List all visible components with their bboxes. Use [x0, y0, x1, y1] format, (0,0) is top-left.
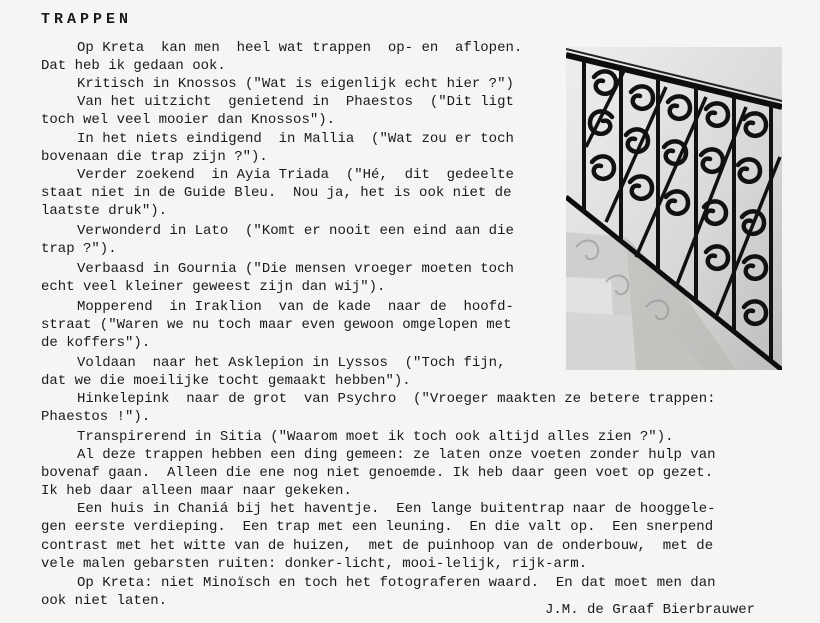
- body-line: In het niets eindigend in Mallia ("Wat zou er toch: [77, 131, 514, 147]
- body-line: contrast met het witte van de huizen, met de puinhoop van de onderbouw, met de: [41, 538, 714, 554]
- body-line: dat we die moeilijke tocht gemaakt hebben").: [41, 373, 411, 389]
- body-line: Op Kreta kan men heel wat trappen op- en aflopen.: [77, 40, 523, 56]
- body-line: laatste druk").: [41, 203, 168, 219]
- stair-railing-image: [566, 47, 782, 370]
- body-line: bovenaan die trap zijn ?").: [41, 149, 268, 165]
- body-line: de koffers").: [41, 335, 151, 351]
- body-line: Voldaan naar het Asklepion in Lyssos ("Toch fijn,: [77, 355, 506, 371]
- stair-railing-photo: [566, 47, 782, 370]
- body-line: Van het uitzicht genietend in Phaestos ("Dit ligt: [77, 94, 514, 110]
- body-line: vele malen gebarsten ruiten: donker-licht, mooi-lelijk, rijk-arm.: [41, 556, 588, 572]
- body-line: Hinkelepink naar de grot van Psychro ("Vroeger maakten ze betere trappen:: [77, 391, 716, 407]
- body-line: ook niet laten.: [41, 593, 168, 609]
- body-line: straat ("Waren we nu toch maar even gewoon omgelopen met: [41, 317, 512, 333]
- body-line: Phaestos !").: [41, 409, 151, 425]
- body-line: trap ?").: [41, 241, 117, 257]
- body-line: Transpirerend in Sitia ("Waarom moet ik toch ook altijd alles zien ?").: [77, 429, 674, 445]
- body-line: staat niet in de Guide Bleu. Nou ja, het is ook niet de: [41, 185, 512, 201]
- body-line: Verwonderd in Lato ("Komt er nooit een eind aan die: [77, 223, 514, 239]
- body-line: Mopperend in Iraklion van de kade naar de hoofd-: [77, 299, 514, 315]
- body-line: Kritisch in Knossos ("Wat is eigenlijk echt hier ?"): [77, 76, 514, 92]
- body-line: Op Kreta: niet Minoïsch en toch het fotograferen waard. En dat moet men dan: [77, 575, 716, 591]
- body-line: Verder zoekend in Ayia Triada ("Hé, dit gedeelte: [77, 167, 514, 183]
- body-line: gen eerste verdieping. Een trap met een leuning. En die valt op. Een snerpend: [41, 519, 714, 535]
- body-line: bovenaf gaan. Alleen die ene nog niet genoemde. Ik heb daar geen voet op gezet.: [41, 465, 714, 481]
- body-line: toch wel veel mooier dan Knossos").: [41, 112, 336, 128]
- body-line: Ik heb daar alleen maar naar gekeken.: [41, 483, 352, 499]
- body-line: Verbaasd in Gournia ("Die mensen vroeger moeten toch: [77, 261, 514, 277]
- author-signature: J.M. de Graaf Bierbrauwer: [545, 602, 756, 618]
- body-line: echt veel kleiner geweest zijn dan wij").: [41, 279, 386, 295]
- article-title: TRAPPEN: [41, 11, 133, 28]
- body-line: Al deze trappen hebben een ding gemeen: ze laten onze voeten zonder hulp van: [77, 447, 716, 463]
- body-line: Een huis in Chaniá bij het haventje. Een lange buitentrap naar de hooggele-: [77, 501, 716, 517]
- body-line: Dat heb ik gedaan ook.: [41, 58, 226, 74]
